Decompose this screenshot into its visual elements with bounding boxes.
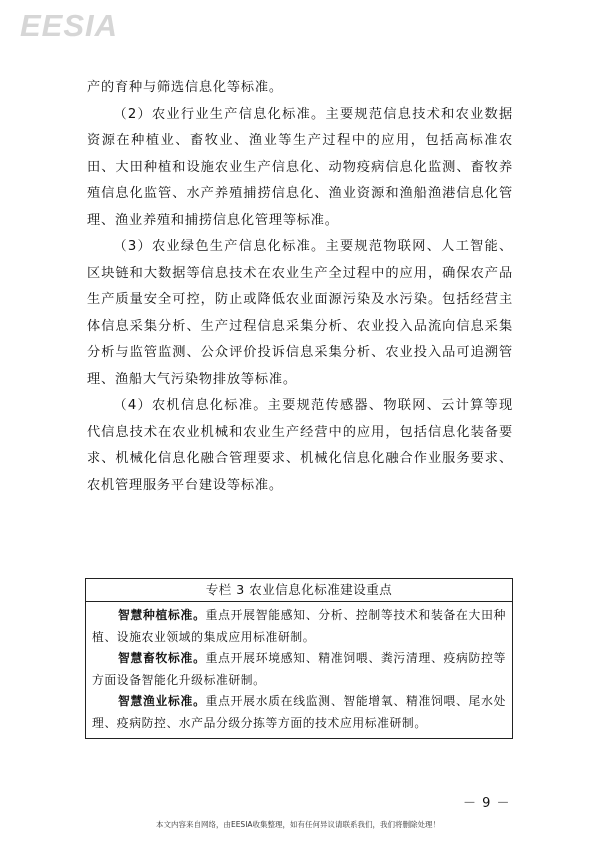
column-box-body: [86, 602, 512, 738]
paragraph-machinery-standard: （4）农机信息化标准。主要规范传感器、物联网、云计算等现代信息技术在农业机械和农业生产经营中的应用，包括信息化装备要求、机械化信息化融合管理要求、机械化信息化融合作业服务要求、农机管理服务平台建设等标准。: [87, 398, 513, 493]
body-text: [87, 75, 513, 499]
column-box-title: 专栏 3 农业信息化标准建设重点: [86, 579, 512, 602]
box-item-heading: 智慧畜牧标准。: [117, 651, 206, 665]
box-item-text: 重点开展智能感知、分析、控制等技术和装备在大田种植、设施农业领域的集成应用标准研制。: [92, 608, 506, 644]
box-item-smart-livestock: [92, 648, 506, 691]
column-box: [85, 578, 513, 739]
box-item-smart-fishery: [92, 691, 506, 734]
box-item-text: 重点开展环境感知、精准饲喂、粪污清理、疫病防控等方面设备智能化升级标准研制。: [92, 651, 506, 687]
box-item-text: 重点开展水质在线监测、智能增氧、精准饲喂、尾水处理、疫病防控、水产品分级分拣等方面的技术应用标准研制。: [92, 694, 506, 730]
paragraph-green-production-standard: （3）农业绿色生产信息化标准。主要规范物联网、人工智能、区块链和大数据等信息技术在农业生产全过程中的应用，确保农产品生产质量安全可控，防止或降低农业面源污染及水污染。包括经营主体信息采集分析、生产过程信息采集分析、农业投入品流向信息采集分析与监管监测、公众评价投诉信息采集分析、农业投入品可追溯管理、渔船大气污染物排放等标准。: [87, 239, 513, 387]
box-item-smart-planting: [92, 605, 506, 648]
box-item-heading: 智慧渔业标准。: [117, 694, 206, 708]
footer-notice: 本文内容来自网络，由EESIA收集整理，如有任何异议请联系我们，我们将删除处理！: [155, 820, 441, 829]
paragraph-continuation: 产的育种与筛选信息化等标准。: [87, 80, 283, 95]
page-number: － 9 －: [463, 796, 511, 811]
paragraph-production-standard: （2）农业行业生产信息化标准。主要规范信息技术和农业数据资源在种植业、畜牧业、渔业等生产过程中的应用，包括高标准农田、大田种植和设施农业生产信息化、动物疫病信息化监测、畜牧养殖信息化监管、水产养殖捕捞信息化、渔业资源和渔船渔港信息化管理、渔业养殖和捕捞信息化管理等标准。: [87, 106, 513, 228]
box-item-heading: 智慧种植标准。: [117, 608, 206, 622]
eesia-logo: EESIA: [20, 8, 119, 43]
